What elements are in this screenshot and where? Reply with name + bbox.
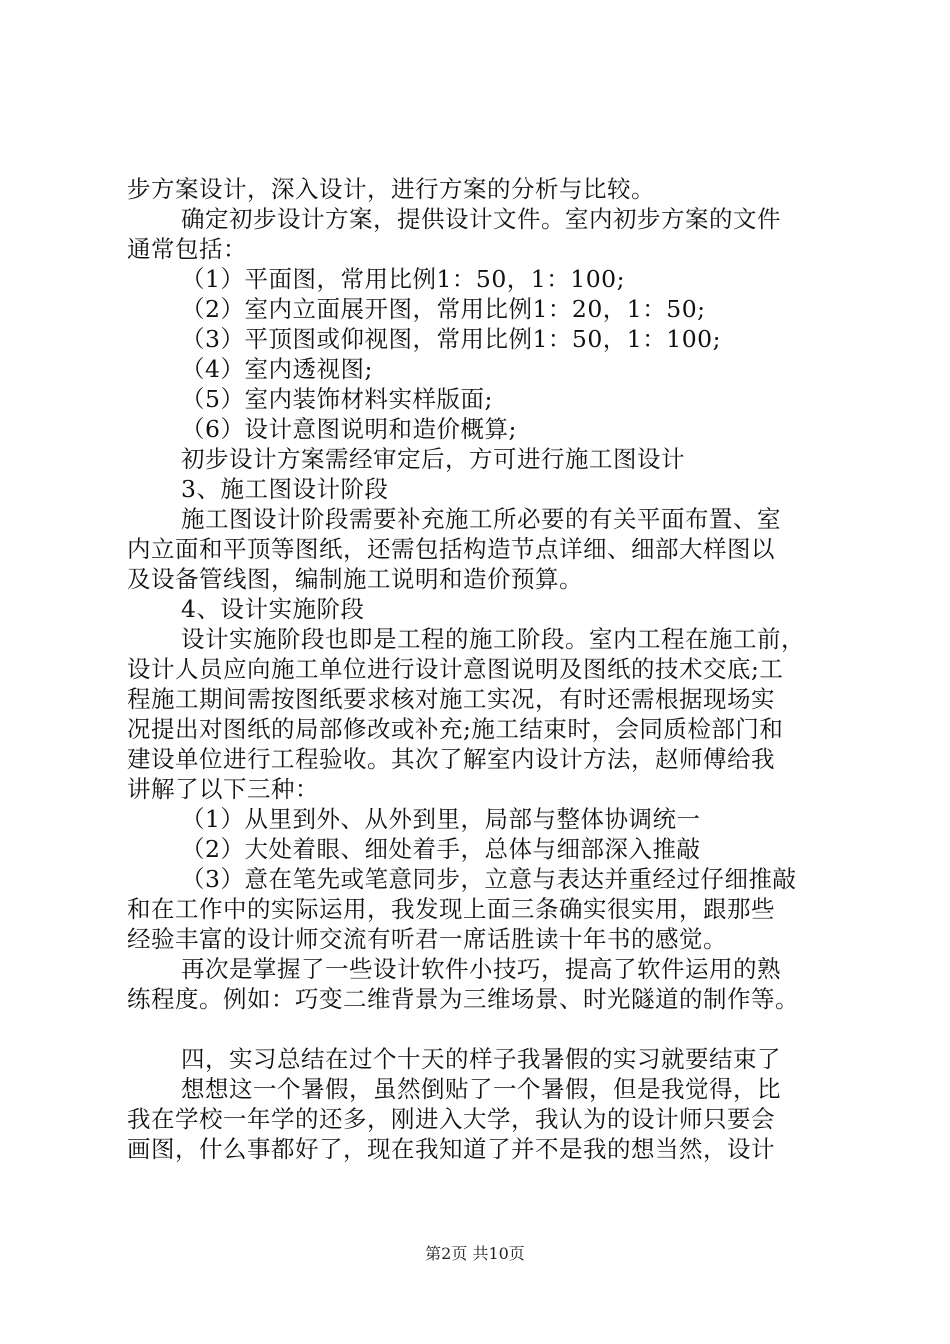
text-line: 况提出对图纸的局部修改或补充;施工结束时，会同质检部门和 [127, 715, 784, 743]
section-heading: 四，实习总结在过个十天的样子我暑假的实习就要结束了 [181, 1045, 781, 1073]
text-line: 及设备管线图，编制施工说明和造价预算。 [127, 565, 583, 593]
list-item: （2）室内立面展开图，常用比例1：20，1：50; [181, 295, 706, 323]
list-item: （6）设计意图说明和造价概算; [181, 415, 517, 443]
list-item: （3）意在笔先或笔意同步，立意与表达并重经过仔细推敲 [181, 865, 797, 893]
text-line: 施工图设计阶段需要补充施工所必要的有关平面布置、室 [181, 505, 781, 533]
text-line: 想想这一个暑假，虽然倒贴了一个暑假，但是我觉得，比 [181, 1075, 781, 1103]
text-line: 画图，什么事都好了，现在我知道了并不是我的想当然，设计 [127, 1135, 775, 1163]
section-heading: 3、施工图设计阶段 [181, 475, 389, 503]
page-number-footer: 第2页 共10页 [425, 1244, 525, 1263]
text-line: 程施工期间需按图纸要求核对施工实况，有时还需根据现场实 [127, 685, 775, 713]
list-item: （5）室内装饰材料实样版面; [181, 385, 493, 413]
text-line: 设计人员应向施工单位进行设计意图说明及图纸的技术交底;工 [127, 655, 784, 683]
list-item: （1）平面图，常用比例1：50，1：100; [181, 265, 626, 293]
list-item: （4）室内透视图; [181, 355, 373, 383]
text-line: 我在学校一年学的还多，刚进入大学，我认为的设计师只要会 [127, 1105, 775, 1133]
text-line: 步方案设计，深入设计，进行方案的分析与比较。 [127, 175, 655, 203]
text-line: 练程度。例如：巧变二维背景为三维场景、时光隧道的制作等。 [127, 985, 799, 1013]
list-item: （2）大处着眼、细处着手，总体与细部深入推敲 [181, 835, 701, 863]
list-item: （1）从里到外、从外到里，局部与整体协调统一 [181, 805, 701, 833]
text-line: 确定初步设计方案，提供设计文件。室内初步方案的文件 [181, 205, 781, 233]
text-line: 建设单位进行工程验收。其次了解室内设计方法，赵师傅给我 [127, 745, 775, 773]
text-line: 内立面和平顶等图纸，还需包括构造节点详细、细部大样图以 [127, 535, 775, 563]
section-heading: 4、设计实施阶段 [181, 595, 365, 623]
text-line: 和在工作中的实际运用，我发现上面三条确实很实用，跟那些 [127, 895, 775, 923]
text-line: 设计实施阶段也即是工程的施工阶段。室内工程在施工前， [181, 625, 805, 653]
text-line: 讲解了以下三种： [127, 775, 319, 803]
text-line: 初步设计方案需经审定后，方可进行施工图设计 [181, 445, 685, 473]
list-item: （3）平顶图或仰视图，常用比例1：50，1：100; [181, 325, 722, 353]
text-line: 经验丰富的设计师交流有听君一席话胜读十年书的感觉。 [127, 925, 727, 953]
text-line: 再次是掌握了一些设计软件小技巧，提高了软件运用的熟 [181, 955, 781, 983]
text-line: 通常包括： [127, 235, 247, 263]
